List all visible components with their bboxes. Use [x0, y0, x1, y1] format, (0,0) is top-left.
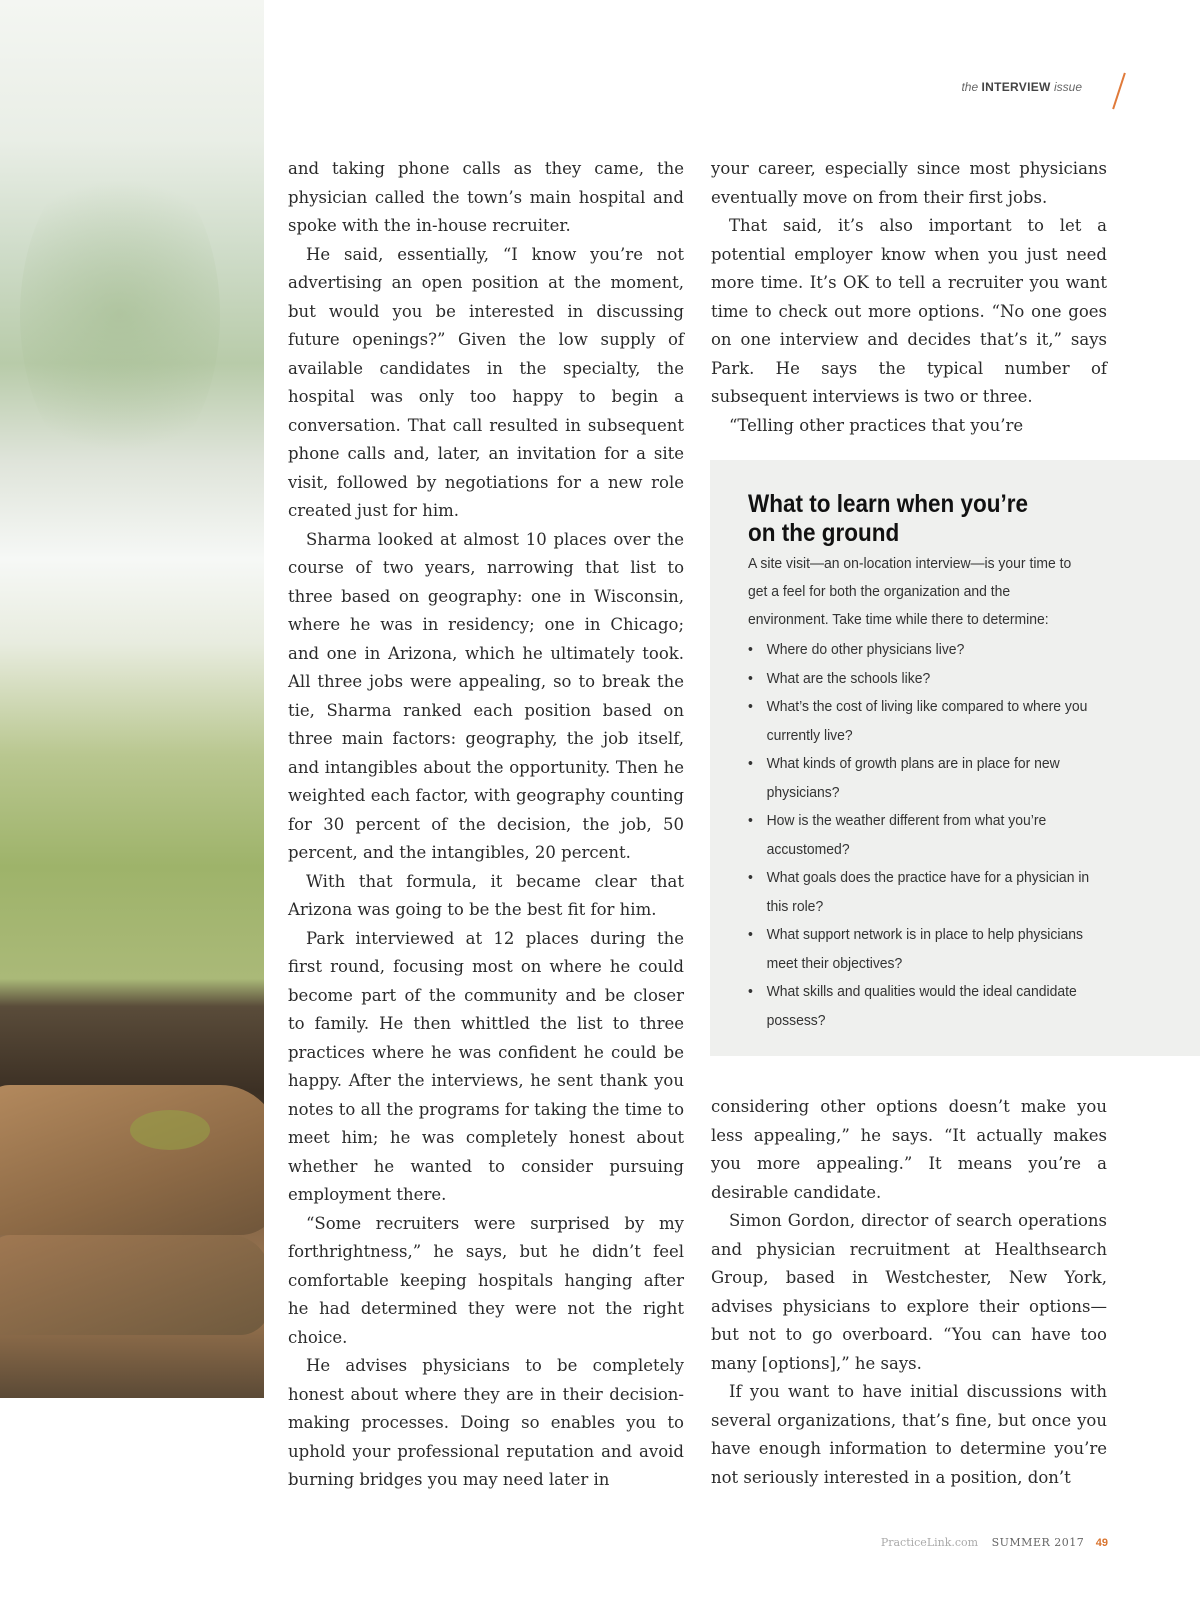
paragraph: If you want to have initial discussions with several organizations, that’s fine, but once you have enough information to determine you’re not seriously interested in a position, don’t [711, 1382, 1107, 1487]
paragraph: He said, essentially, “I know you’re not advertising an open position at the moment, but would you be interested in discussing future openings?” Given the low supply of available candidates in the specialty, the hospital was only too happy to begin a conversation. That call resulted in subsequent phone calls and, later, an invitation for a site visit, followed by negotiations for a new role created just for him. [288, 244, 684, 520]
stone-slab [0, 1085, 264, 1235]
list-item: • What support network is in place to help physicians meet their objectives? [748, 921, 1101, 978]
paragraph: That said, it’s also important to let a potential employer know when you just need more time. It’s OK to tell a recruiter you want time to check out more options. “No one goes on one interview and decides that’s it,” says Park. He says the typical number of subsequent interviews is two or three. [711, 216, 1107, 406]
header-pre: the [961, 80, 979, 94]
header-post: issue [1053, 80, 1082, 94]
list-item: • What kinds of growth plans are in place for new physicians? [748, 750, 1101, 807]
stone-slab-lower [0, 1235, 264, 1335]
sidebar-intro: A site visit—an on-location interview—is your time to get a feel for both the organization and the environment. Take time while there to determine: [748, 555, 1072, 628]
list-item: • Where do other physicians live? [748, 636, 1101, 665]
paragraph: With that formula, it became clear that Arizona was going to be the best fit for him. [288, 871, 684, 919]
sidebar-list [748, 636, 1128, 1035]
header-bold: INTERVIEW [981, 80, 1051, 94]
article-column-right-top [711, 155, 1107, 440]
section-header [961, 80, 1082, 94]
article-column-right-bottom [711, 1093, 1107, 1492]
page-number: 49 [1095, 1537, 1108, 1549]
article-column-left [288, 155, 684, 1495]
paragraph: considering other options doesn’t make you less appealing,” he says. “It actually makes you more appealing.” It means you’re a desirable candidate. [711, 1097, 1107, 1202]
paragraph: “Telling other practices that you’re [729, 415, 1024, 435]
moss-patch [130, 1110, 210, 1150]
paragraph: He advises physicians to be completely honest about where they are in their decision-making processes. Doing so enables you to uphold your professional reputation and avoid burning bridges you may need later in [288, 1356, 684, 1489]
list-item: • What skills and qualities would the ideal candidate possess? [748, 978, 1101, 1035]
sidebar-title: What to learn when you’re on the ground [748, 490, 1029, 547]
page-footer [881, 1536, 1108, 1549]
paragraph: “Some recruiters were surprised by my forthrightness,” he says, but he didn’t feel comfortable keeping hospitals hanging after he had determined they were not the right choice. [288, 1213, 684, 1347]
list-item: • What’s the cost of living like compared to where you currently live? [748, 693, 1101, 750]
tree-foliage [20, 150, 220, 480]
sidebar-box [710, 460, 1200, 1056]
footer-issue: SUMMER 2017 [991, 1536, 1085, 1549]
background-photo [0, 0, 264, 1398]
list-item: • What goals does the practice have for a physician in this role? [748, 864, 1101, 921]
list-item: • How is the weather different from what you’re accustomed? [748, 807, 1101, 864]
paragraph: your career, especially since most physicians eventually move on from their first jobs. [711, 159, 1107, 207]
paragraph: Sharma looked at almost 10 places over the course of two years, narrowing that list to three based on geography: one in Wisconsin, where he was in residency; one in Chicago; and one in Arizona, which he ultimately took. All three jobs were appealing, so to break the tie, Sharma ranked each position based on three main factors: geography, the job itself, and intangibles about the opportunity. Then he weighted each factor, with geography counting for 30 percent of the decision, the job, 50 percent, and the intangibles, 20 percent. [288, 529, 684, 862]
list-item: • What are the schools like? [748, 665, 1101, 694]
paragraph: Simon Gordon, director of search operations and physician recruitment at Healthsearch Group, based in Westchester, New York, advises physicians to explore their options—but not to go overboard. “You can have too many [options],” he says. [711, 1211, 1107, 1373]
paragraph: Park interviewed at 12 places during the first round, focusing most on where he could become part of the community and be closer to family. He then whittled the list to three practices where he was confident he could be happy. After the interviews, he sent thank you notes to all the programs for taking the time to meet him; he was completely honest about whether he wanted to consider pursuing employment there. [288, 928, 684, 1204]
paragraph: and taking phone calls as they came, the physician called the town’s main hospital and spoke with the in-house recruiter. [288, 159, 684, 235]
header-accent-slash [1112, 73, 1126, 110]
footer-site: PracticeLink.com [880, 1536, 979, 1549]
